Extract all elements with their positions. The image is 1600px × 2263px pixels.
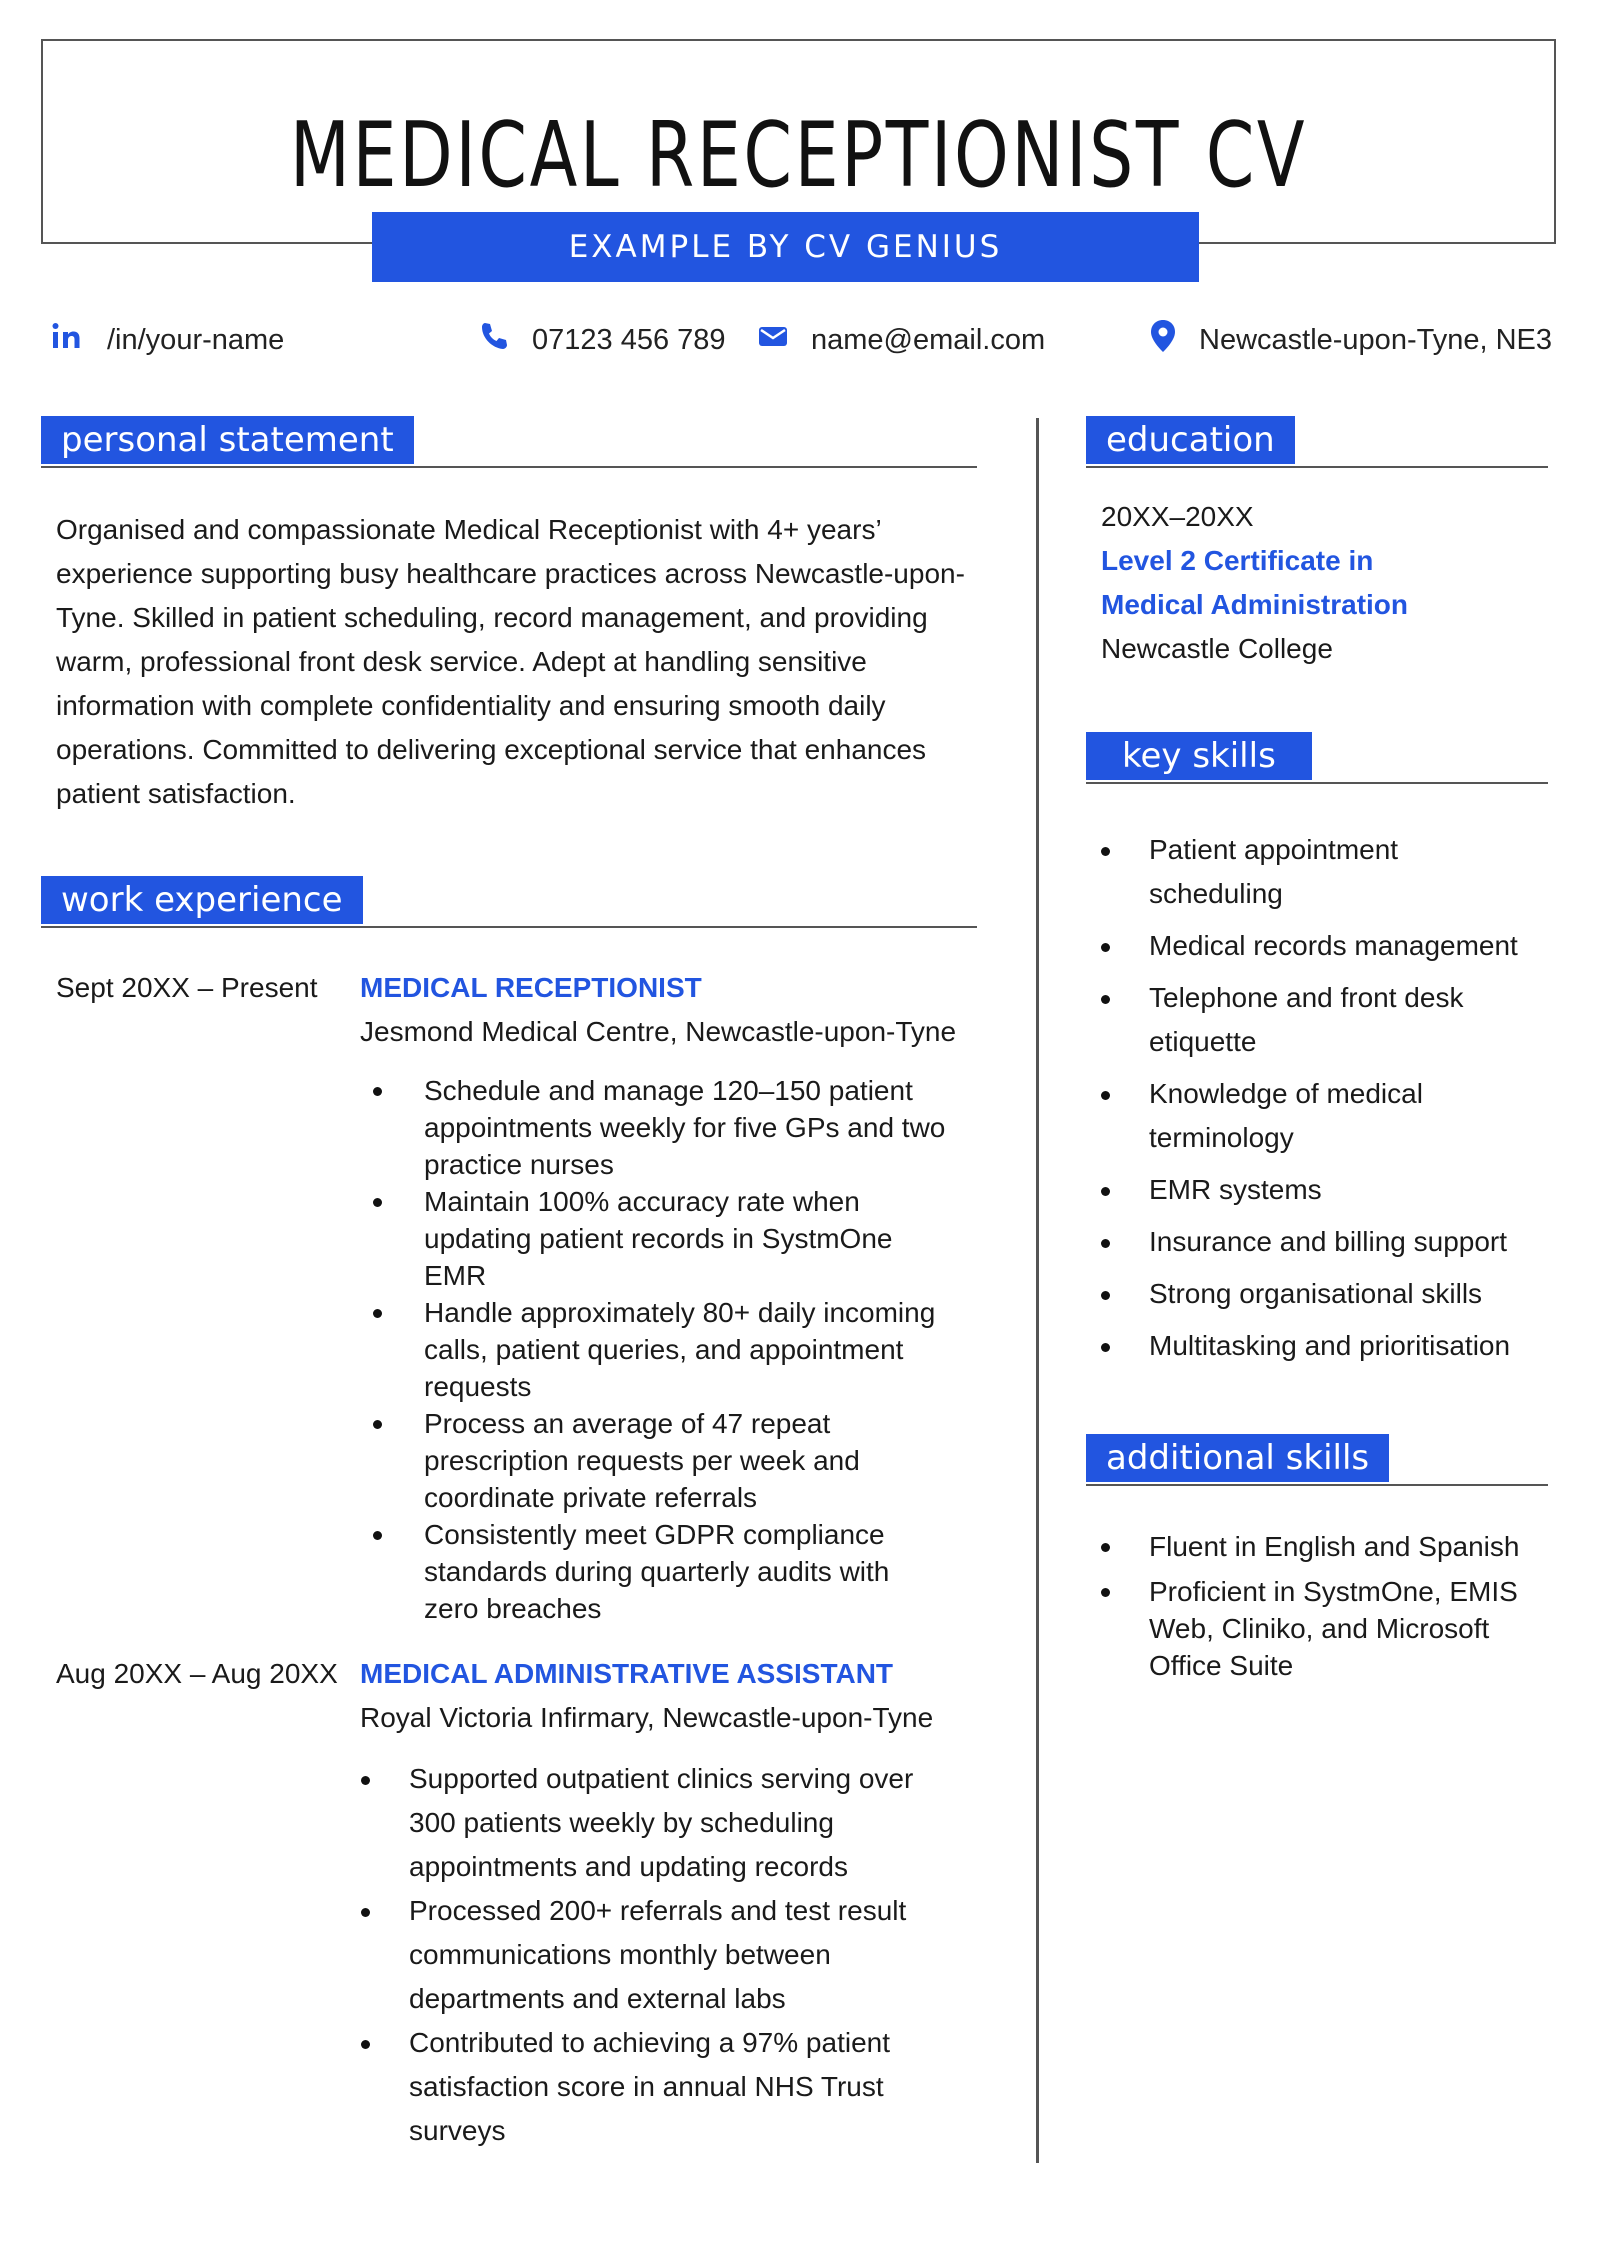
education-header <box>1086 416 1548 468</box>
job-bullet: Maintain 100% accuracy rate when updating patient records in SystmOne EMR <box>373 1183 973 1294</box>
job-dates: Sept 20XX – Present <box>56 972 318 1003</box>
statement-line: information with complete confidentiality and ensuring smooth daily <box>56 690 886 721</box>
skill-item: Telephone and front desk etiquette <box>1101 976 1561 1064</box>
education-dates: 20XX–20XX <box>1101 501 1254 532</box>
additional-skills-list <box>1101 1528 1561 1692</box>
email-text: name@email.com <box>811 323 1046 356</box>
job-bullet: Schedule and manage 120–150 patient appointments weekly for five GPs and two practice nurses <box>373 1072 973 1183</box>
job-bullet: Consistently meet GDPR compliance standards during quarterly audits with zero breaches <box>373 1516 973 1627</box>
job-bullet: Process an average of 47 repeat prescription requests per week and coordinate private referrals <box>373 1405 973 1516</box>
skill-item: Insurance and billing support <box>1101 1220 1561 1264</box>
statement-line: Organised and compassionate Medical Receptionist with 4+ years’ <box>56 514 882 545</box>
statement-line: Tyne. Skilled in patient scheduling, record management, and providing <box>56 602 928 633</box>
column-divider <box>1036 418 1039 2163</box>
job-bullet: Contributed to achieving a 97% patient satisfaction score in annual NHS Trust surveys <box>358 2021 978 2153</box>
location-text: Newcastle-upon-Tyne, NE3 <box>1199 323 1552 356</box>
additional-skills-header <box>1086 1434 1548 1486</box>
skill-item: Knowledge of medical terminology <box>1101 1072 1561 1160</box>
job-dates: Aug 20XX – Aug 20XX <box>56 1658 338 1689</box>
personal-statement-heading: personal statement <box>41 416 414 464</box>
key-skills-header <box>1086 732 1548 784</box>
job-employer: Royal Victoria Infirmary, Newcastle-upon-Tyne <box>360 1702 934 1733</box>
email-icon <box>757 323 789 357</box>
phone-icon <box>478 320 510 360</box>
job-bullet: Supported outpatient clinics serving over 300 patients weekly by scheduling appointments and updating records <box>358 1757 978 1889</box>
key-skills-list <box>1101 828 1561 1376</box>
key-skills-heading: key skills <box>1086 732 1312 780</box>
work-experience-header <box>41 876 977 928</box>
personal-statement-header <box>41 416 977 468</box>
statement-line: patient satisfaction. <box>56 778 296 809</box>
contact-location <box>1149 315 1552 365</box>
work-experience-heading: work experience <box>41 876 363 924</box>
job-bullet: Handle approximately 80+ daily incoming calls, patient queries, and appointment requests <box>373 1294 973 1405</box>
statement-line: operations. Committed to delivering exceptional service that enhances <box>56 734 927 765</box>
personal-statement-text <box>56 508 986 816</box>
phone-text: 07123 456 789 <box>532 323 726 356</box>
linkedin-text: /in/your-name <box>107 323 285 356</box>
linkedin-icon <box>51 321 85 359</box>
education-entry <box>1101 495 1408 671</box>
job-bullet: Processed 200+ referrals and test result communications monthly between departments and external labs <box>358 1889 978 2021</box>
contact-linkedin[interactable] <box>51 315 284 365</box>
qualification-title: Level 2 Certificate in <box>1101 545 1374 576</box>
location-pin-icon <box>1149 319 1177 361</box>
additional-skills-heading: additional skills <box>1086 1434 1389 1482</box>
skill-item: Proficient in SystmOne, EMIS Web, Cliniko, and Microsoft Office Suite <box>1101 1573 1561 1684</box>
job-title: MEDICAL RECEPTIONIST <box>360 972 702 1003</box>
job-employer: Jesmond Medical Centre, Newcastle-upon-Tyne <box>360 1016 957 1047</box>
statement-line: warm, professional front desk service. Adept at handling sensitive <box>56 646 867 677</box>
page-title: MEDICAL RECEPTIONIST CV <box>289 103 1308 208</box>
job-bullets <box>373 1072 973 1627</box>
skill-item: Medical records management <box>1101 924 1561 968</box>
skill-item: Strong organisational skills <box>1101 1272 1561 1316</box>
skill-item: Fluent in English and Spanish <box>1101 1528 1561 1565</box>
statement-line: experience supporting busy healthcare practices across Newcastle-upon- <box>56 558 965 589</box>
contact-email[interactable] <box>757 315 1045 365</box>
education-institution: Newcastle College <box>1101 633 1333 664</box>
qualification-title: Medical Administration <box>1101 589 1409 620</box>
job-title: MEDICAL ADMINISTRATIVE ASSISTANT <box>360 1658 894 1689</box>
education-heading: education <box>1086 416 1295 464</box>
skill-item: Patient appointment scheduling <box>1101 828 1561 916</box>
subtitle-banner: EXAMPLE BY CV GENIUS <box>372 212 1199 282</box>
contact-phone[interactable] <box>478 315 726 365</box>
job-bullets <box>358 1757 978 2153</box>
skill-item: Multitasking and prioritisation <box>1101 1324 1561 1368</box>
skill-item: EMR systems <box>1101 1168 1561 1212</box>
